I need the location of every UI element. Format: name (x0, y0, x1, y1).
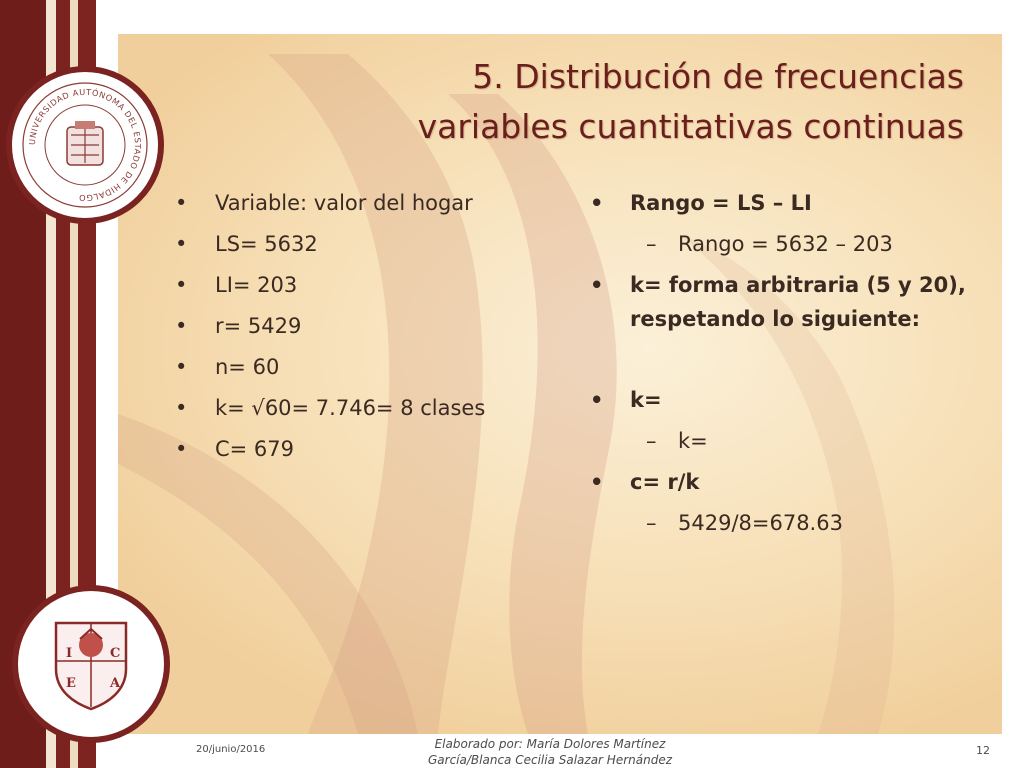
title-line-2: variables cuantitativas continuas (417, 107, 964, 146)
bullet-icon: • (175, 355, 188, 379)
list-item (590, 186, 970, 220)
list-item (175, 186, 555, 220)
page-number: 12 (976, 744, 990, 757)
list-item (590, 268, 970, 336)
icea-crest-icon (36, 609, 146, 719)
slide-title (264, 52, 964, 152)
svg-text:C: C (110, 646, 121, 661)
list-item (175, 350, 555, 384)
university-seal-icon (15, 75, 155, 215)
bullet-icon: • (175, 191, 188, 215)
bullet-icon: • (175, 314, 188, 338)
list-item-text: LI= 203 (215, 273, 298, 297)
bullet-icon: • (590, 470, 604, 494)
sub-list-item (590, 227, 970, 261)
title-line-1: 5. Distribución de frecuencias (472, 57, 964, 96)
list-item-text: k= forma arbitraria (5 y 20), respetando lo siguiente: (630, 273, 966, 331)
spacer (590, 343, 970, 383)
svg-text:A: A (110, 676, 121, 691)
list-item-text: Variable: valor del hogar (215, 191, 473, 215)
sub-item-text: k= (678, 429, 708, 453)
list-item-text: LS= 5632 (215, 232, 318, 256)
list-item (175, 309, 555, 343)
list-item (175, 268, 555, 302)
sub-item-text: Rango = 5632 – 203 (678, 232, 893, 256)
list-item-text: k= (630, 388, 662, 412)
bullet-icon: • (175, 232, 188, 256)
bullet-icon: • (590, 273, 604, 297)
list-item-text: Rango = LS – LI (630, 191, 812, 215)
sub-list-item (590, 506, 970, 540)
list-item (175, 432, 555, 466)
footer-author-line-1: Elaborado por: María Dolores Martínez (434, 737, 666, 751)
list-item-text: k= √60= 7.746= 8 clases (215, 396, 486, 420)
footer-date: 20/junio/2016 (196, 744, 266, 755)
university-logo (6, 66, 164, 224)
left-bullet-list (175, 186, 555, 473)
bullet-icon: • (175, 396, 188, 420)
list-item (590, 383, 970, 417)
list-item (590, 465, 970, 499)
footer-author (400, 736, 700, 768)
list-item (175, 227, 555, 261)
sub-list-item (590, 424, 970, 458)
list-item-text: n= 60 (215, 355, 280, 379)
bullet-icon: • (175, 273, 188, 297)
dash-icon: – (646, 429, 657, 453)
dash-icon: – (646, 232, 657, 256)
bullet-icon: • (590, 388, 604, 412)
list-item-text: c= r/k (630, 470, 700, 494)
footer-author-line-2: García/Blanca Cecilia Salazar Hernández (428, 753, 672, 767)
dash-icon: – (646, 511, 657, 535)
bullet-icon: • (590, 191, 604, 215)
list-item-text: r= 5429 (215, 314, 302, 338)
svg-text:UNIVERSIDAD AUTÓNOMA DEL ESTAD: UNIVERSIDAD AUTÓNOMA DEL ESTADO DE HIDALGO (26, 86, 144, 204)
icea-logo (12, 585, 170, 743)
bullet-icon: • (175, 437, 188, 461)
svg-text:E: E (66, 676, 76, 691)
sub-item-text: 5429/8=678.63 (678, 511, 843, 535)
list-item (175, 391, 555, 425)
right-bullet-list (590, 186, 970, 547)
list-item-text: C= 679 (215, 437, 295, 461)
svg-text:I: I (66, 646, 73, 661)
